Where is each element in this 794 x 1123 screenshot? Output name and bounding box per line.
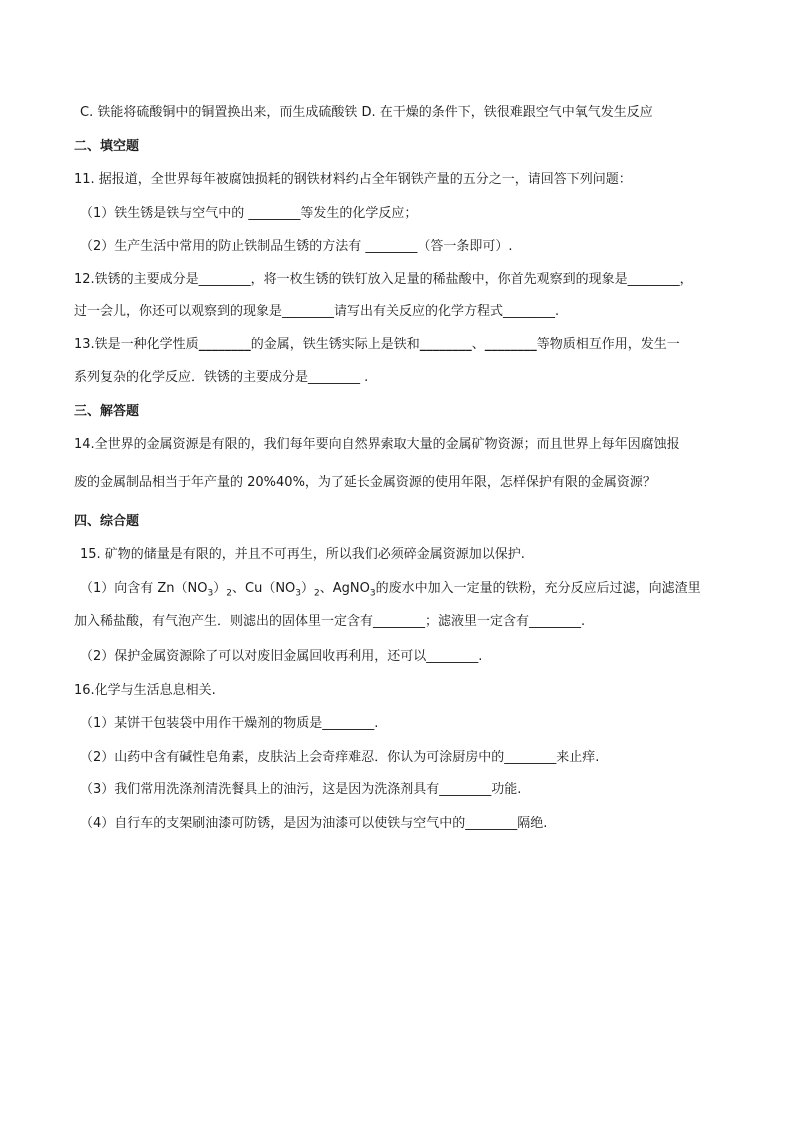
section-heading-comprehensive: 四、综合题 bbox=[74, 514, 140, 529]
subscript: 3 bbox=[207, 588, 214, 599]
answer-blank: ________ bbox=[198, 337, 251, 352]
question-16-part-3: （3）我们常用洗涤剂清洗餐具上的油污，这是因为洗涤剂具有________功能. bbox=[80, 782, 522, 797]
question-15-part-2: （2）保护金属资源除了可以对废旧金属回收再利用，还可以________. bbox=[80, 649, 483, 664]
formula-text: ） bbox=[213, 581, 227, 596]
subscript: 3 bbox=[295, 588, 302, 599]
subscript: 3 bbox=[369, 588, 376, 599]
question-13-text-4: 等物质相互作用，发生一 bbox=[536, 337, 680, 352]
section-heading-answer: 三、解答题 bbox=[74, 404, 140, 419]
option-line-c-d: C. 铁能将硫酸铜中的铜置换出来，而生成硫酸铁 D. 在干燥的条件下，铁很难跟空气中氧气发生反应 bbox=[80, 105, 653, 120]
formula-text: 的废水中加入一定量的铁粉，充分反应后过滤，向滤渣里 bbox=[375, 581, 701, 596]
formula-text: 、AgNO bbox=[319, 581, 370, 596]
section-heading-fill-blank: 二、填空题 bbox=[74, 139, 140, 154]
question-15-part-1-line-2: 加入稀盐酸，有气泡产生．则滤出的固体里一定含有________；滤液里一定含有________. bbox=[74, 614, 586, 629]
question-13-line-1 bbox=[74, 336, 680, 354]
question-14-line-1: 14.全世界的金属资源是有限的，我们每年要向自然界索取大量的金属矿物资源；而且世界上每年因腐蚀报 bbox=[74, 437, 680, 452]
question-13-text-2: 的金属，铁生锈实际上是铁和 bbox=[250, 337, 420, 352]
question-13-text-3: 、 bbox=[471, 337, 485, 352]
question-13-text-1: 13.铁是一种化学性质 bbox=[74, 337, 199, 352]
answer-blank: ________ bbox=[484, 337, 537, 352]
question-12-line-1: 12.铁锈的主要成分是________，将一枚生锈的铁钉放入足量的稀盐酸中，你首先观察到的现象是________， bbox=[74, 272, 693, 287]
question-11-part-2: （2）生产生活中常用的防止铁制品生锈的方法有 ________（答一条即可）. bbox=[80, 239, 513, 254]
answer-blank: ________ bbox=[419, 337, 472, 352]
subscript: 2 bbox=[314, 588, 320, 599]
question-15: 15. 矿物的储量是有限的，并且不可再生，所以我们必须碎金属资源加以保护. bbox=[80, 547, 525, 562]
question-16: 16.化学与生活息息相关. bbox=[74, 683, 216, 698]
question-15-part-1-line-1 bbox=[80, 580, 701, 598]
question-13-line-2: 系列复杂的化学反应．铁锈的主要成分是________ . bbox=[74, 370, 369, 385]
question-16-part-1: （1）某饼干包装袋中用作干燥剂的物质是________. bbox=[80, 716, 379, 731]
question-16-part-4: （4）自行车的支架刷油漆可防锈，是因为油漆可以使铁与空气中的________隔绝. bbox=[80, 816, 548, 831]
question-12-line-2: 过一会儿，你还可以观察到的现象是________请写出有关反应的化学方程式________. bbox=[74, 304, 560, 319]
question-14-line-2: 废的金属制品相当于年产量的 20%40%，为了延长金属资源的使用年限，怎样保护有限的金属资源？ bbox=[74, 475, 656, 490]
question-16-part-2: （2）山药中含有碱性皂角素，皮肤沾上会奇痒难忍．你认为可涂厨房中的________来止痒. bbox=[80, 750, 600, 765]
formula-text: 、Cu（NO bbox=[232, 581, 296, 596]
question-11-part-1: （1）铁生锈是铁与空气中的 ________等发生的化学反应； bbox=[80, 206, 418, 221]
question-11: 11. 据报道，全世界每年被腐蚀损耗的钢铁材料约占全年钢铁产量的五分之一，请回答下列问题： bbox=[74, 172, 632, 187]
formula-text: （1）向含有 Zn（NO bbox=[80, 581, 208, 596]
subscript: 2 bbox=[226, 588, 232, 599]
formula-text: ） bbox=[301, 581, 315, 596]
